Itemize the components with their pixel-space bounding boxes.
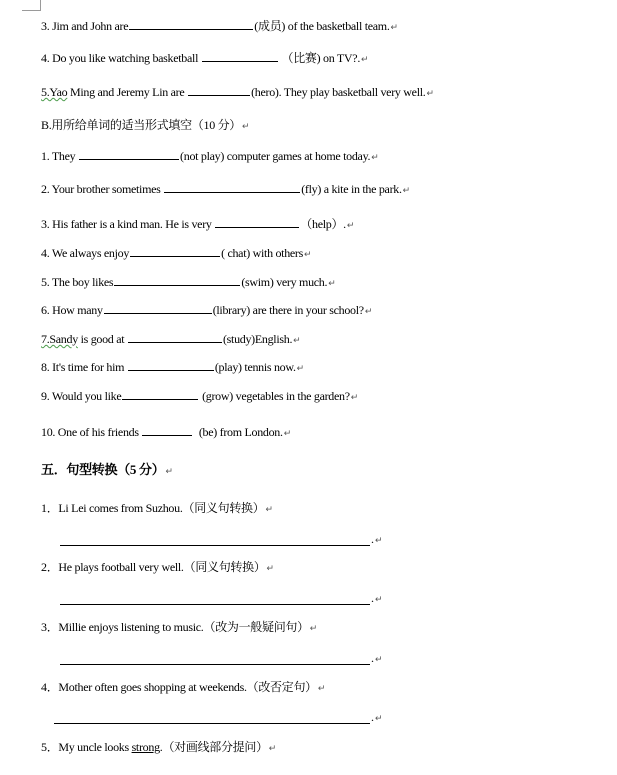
- answer-blank[interactable]: [128, 359, 214, 371]
- question-b5: 5. The boy likes (swim) very much.↵: [41, 275, 336, 289]
- answer-line-dot: .↵: [371, 651, 383, 665]
- answer-line-dot: .↵: [371, 532, 383, 546]
- answer-blank[interactable]: [215, 216, 299, 228]
- answer-line[interactable]: [60, 604, 370, 605]
- answer-blank[interactable]: [142, 424, 192, 436]
- question-b4: 4. We always enjoy ( chat) with others↵: [41, 246, 312, 260]
- question-b6: 6. How many (library) are there in your school?↵: [41, 303, 373, 317]
- answer-blank[interactable]: [79, 148, 179, 160]
- answer-blank[interactable]: [104, 302, 212, 314]
- transform-question-1: 1．Li Lei comes from Suzhou.（同义句转换）↵: [41, 501, 273, 515]
- transform-question-2: 2．He plays football very well.（同义句转换）↵: [41, 560, 274, 574]
- answer-blank[interactable]: [114, 274, 240, 286]
- transform-question-3: 3．Millie enjoys listening to music.（改为一般疑问句）↵: [41, 620, 318, 634]
- question-b8: 8. It's time for him (play) tennis now.↵: [41, 360, 304, 374]
- answer-blank[interactable]: [130, 245, 220, 257]
- question-b9: 9. Would you like (grow) vegetables in the garden?↵: [41, 389, 359, 403]
- question-b3: 3. His father is a kind man. He is very （help）.↵: [41, 217, 355, 231]
- section-b-title: B.用所给单词的适当形式填空（10 分）↵: [41, 118, 250, 132]
- answer-line-dot: .↵: [371, 710, 383, 724]
- transform-question-4: 4．Mother often goes shopping at weekends.（改否定句）↵: [41, 680, 326, 694]
- question-a3: 3. Jim and John are (成员) of the basketball team.↵: [41, 19, 398, 33]
- section-five-title: 五．句型转换（5 分）↵: [41, 462, 173, 477]
- question-a4: 4. Do you like watching basketball （比赛) on TV?.↵: [41, 51, 369, 65]
- answer-line[interactable]: [54, 723, 370, 724]
- underlined-word: strong: [131, 740, 160, 754]
- answer-blank[interactable]: [202, 50, 278, 62]
- answer-blank[interactable]: [188, 84, 250, 96]
- question-b7: 7.Sandy is good at (study)English.↵: [41, 332, 301, 346]
- answer-blank[interactable]: [122, 388, 198, 400]
- question-b2: 2. Your brother sometimes (fly) a kite in the park.↵: [41, 182, 410, 196]
- answer-line[interactable]: [60, 664, 370, 665]
- question-a5: 5.Yao Ming and Jeremy Lin are (hero). They play basketball very well.↵: [41, 85, 434, 99]
- question-b10: 10. One of his friends (be) from London.↵: [41, 425, 291, 439]
- question-b1: 1. They (not play) computer games at home today.↵: [41, 149, 379, 163]
- answer-line-dot: .↵: [371, 591, 383, 605]
- answer-line[interactable]: [60, 545, 370, 546]
- answer-blank[interactable]: [129, 18, 253, 30]
- page-corner-mark: [22, 0, 41, 11]
- answer-blank[interactable]: [164, 181, 300, 193]
- answer-blank[interactable]: [128, 331, 222, 343]
- transform-question-5: 5．My uncle looks strong.（对画线部分提问）↵: [41, 740, 277, 754]
